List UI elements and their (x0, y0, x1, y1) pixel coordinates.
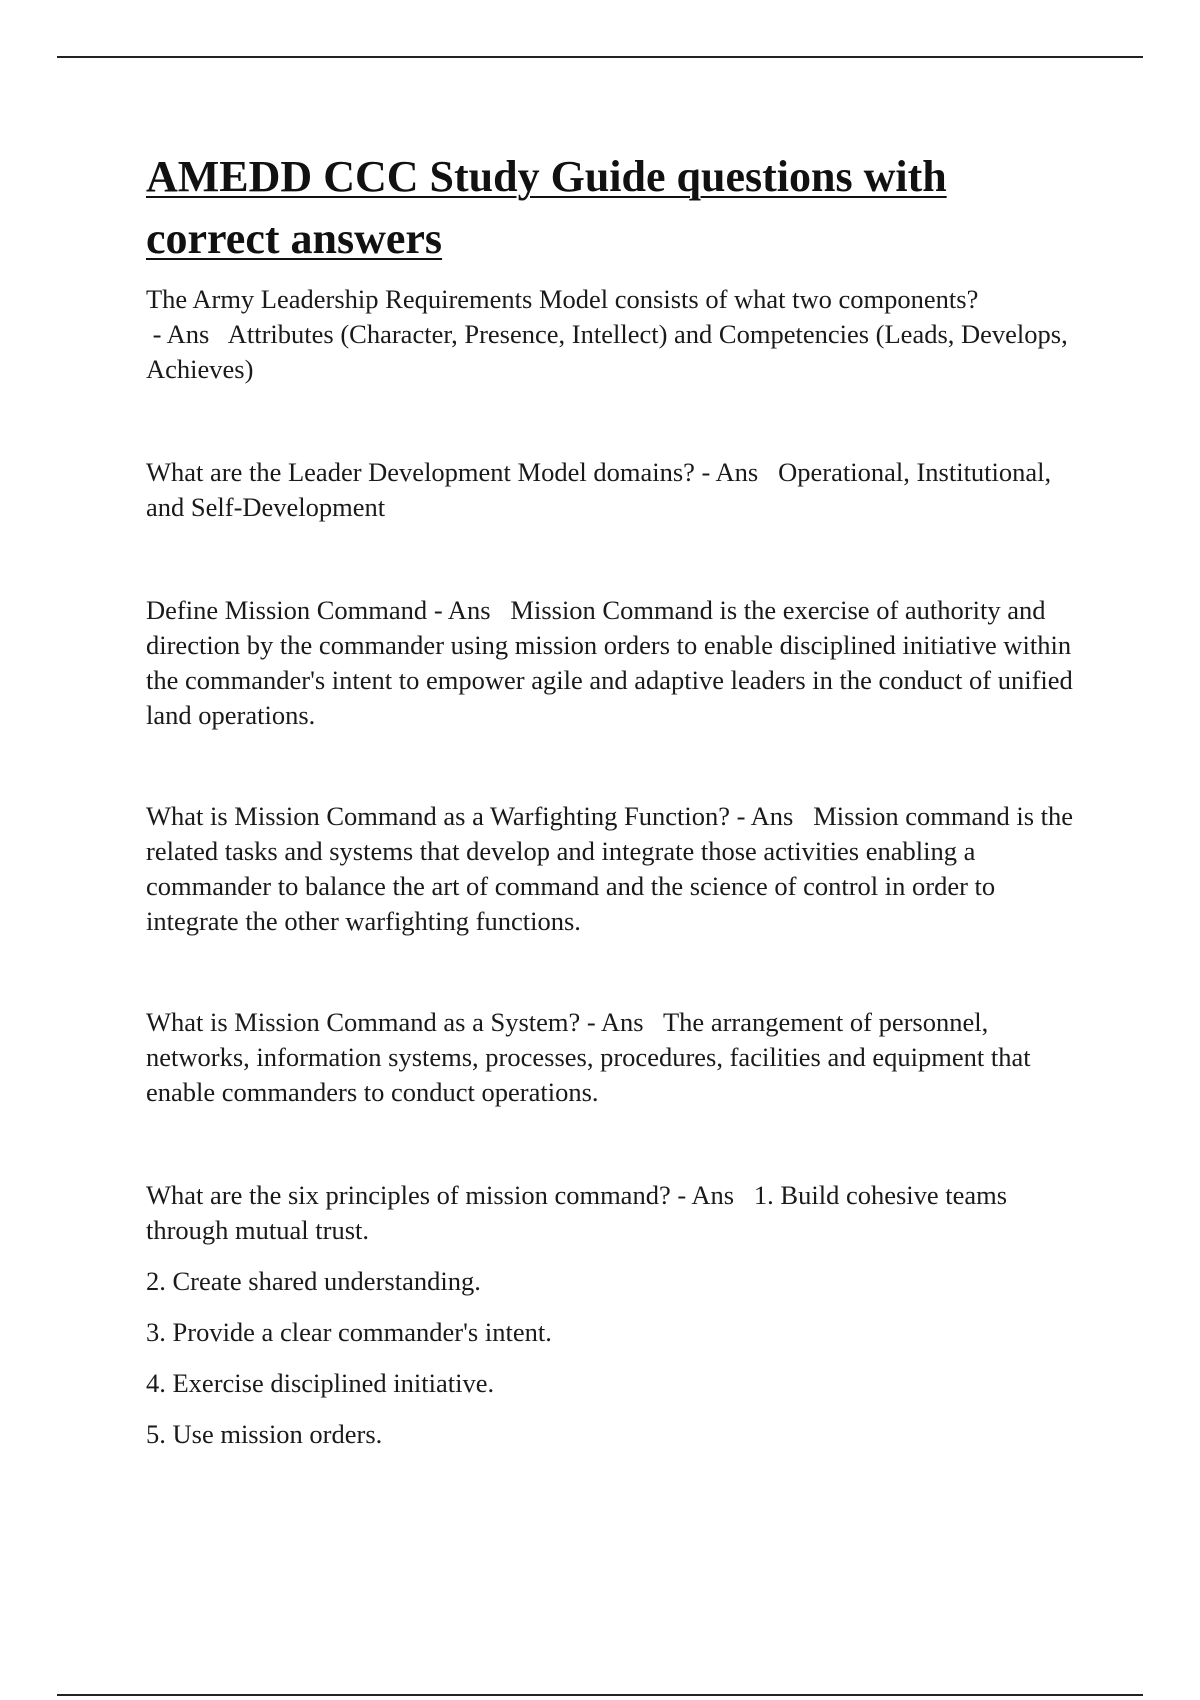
principle-list-item: 4. Exercise disciplined initiative. (146, 1368, 495, 1398)
principle-list-item: 2. Create shared understanding. (146, 1266, 481, 1296)
qa-entry (146, 799, 1091, 939)
qa-entry (146, 1178, 1091, 1248)
question-text: The Army Leadership Requirements Model consists of what two components? (146, 284, 979, 314)
question-text: Define Mission Command (146, 595, 428, 625)
answer-text: Mission command is the related tasks and systems that develop and integrate those activities enabling a commander to balance the art of command and the science of control in order to integrate the other warfighting functions. (146, 801, 1074, 936)
document-title: AMEDD CCC Study Guide questions with correct answers (146, 152, 947, 263)
answer-text: Mission Command is the exercise of authority and direction by the commander using mission orders to enable disciplined initiative within the commander's intent to empower agile and adaptive leaders in the conduct of unified land operations. (146, 595, 1073, 730)
answer-separator: - Ans (730, 801, 814, 831)
qa-entry (146, 282, 1091, 387)
answer-separator: - Ans (427, 595, 511, 625)
qa-entry (146, 593, 1091, 733)
answer-separator: - Ans (694, 457, 779, 487)
question-text: What is Mission Command as a Warfighting Function? (146, 801, 730, 831)
answer-separator: - Ans (146, 319, 228, 349)
top-rule (57, 56, 1143, 58)
question-text: What are the six principles of mission command? (146, 1180, 671, 1210)
qa-entry (146, 455, 1091, 525)
answer-separator: - Ans (670, 1180, 754, 1210)
answer-text: 1. Build cohesive teams through mutual trust. (146, 1180, 1008, 1245)
answer-separator: - Ans (580, 1007, 663, 1037)
answer-text: Operational, Institutional, and Self-Development (146, 457, 1052, 522)
principle-list-item: 3. Provide a clear commander's intent. (146, 1317, 552, 1347)
answer-text: The arrangement of personnel, networks, information systems, processes, procedures, facilities and equipment that enable commanders to conduct operations. (146, 1007, 1031, 1107)
question-text: What is Mission Command as a System? (146, 1007, 581, 1037)
document-page (146, 146, 1091, 1452)
bottom-rule (57, 1694, 1143, 1696)
qa-entry (146, 1005, 1091, 1110)
question-text: What are the Leader Development Model domains? (146, 457, 695, 487)
answer-text: Attributes (Character, Presence, Intellect) and Competencies (Leads, Develops, Achieves) (146, 319, 1068, 384)
principle-list-item: 5. Use mission orders. (146, 1419, 383, 1449)
